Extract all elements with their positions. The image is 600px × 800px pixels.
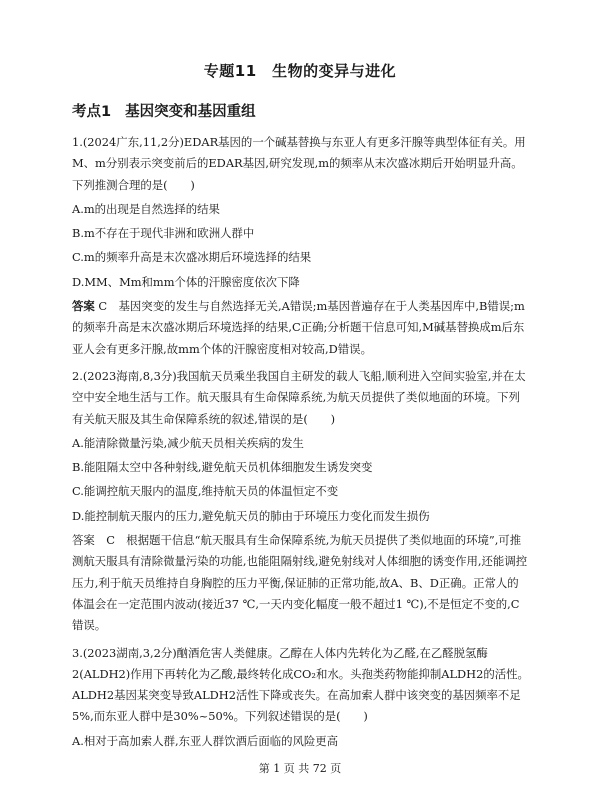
section-heading: [72, 100, 256, 121]
page-title: 专题11 生物的变异与进化: [203, 62, 397, 80]
answer-label: 答案: [72, 299, 95, 314]
answer-text: C 根据题干信息“航天服具有生命保障系统,为航天员提供了类似地面的环境”,可推测航天服具有清除微量污染的功能,也能阻隔射线,避免射线对人体细胞的诱变作用,还能调控压力,利于航天员维持自身胸腔的压力平衡,保证肺的正常功能,故A、B、D正确。正常人的体温会在一定范围内波动(接近37 ℃,一天内变化幅度一般不超过1 ℃),不是恒定不变的,C错误。: [72, 533, 528, 633]
question-option: A.相对于高加索人群,东亚人群饮酒后面临的风险更高: [72, 733, 339, 748]
question-option: D.MM、Mm和mm个体的汗腺密度依次下降: [72, 274, 300, 289]
question-option: B.m不存在于现代非洲和欧洲人群中: [72, 226, 255, 241]
question-option: A.能清除微量污染,减少航天员相关疾病的发生: [72, 435, 304, 450]
question-option: C.m的频率升高是末次盛冰期后环境选择的结果: [72, 250, 312, 265]
answer-text: C 基因突变的发生与自然选择无关,A错误;m基因普遍存在于人类基因库中,B错误;m的频率升高是末次盛冰期后环境选择的结果,C正确;分析题干信息可知,M碱基替换成m后东亚人会有更多汗腺,故mm个体的汗腺密度相对较高,D错误。: [72, 299, 525, 356]
answer-block: [72, 296, 530, 360]
question-option: B.能阻隔太空中各种射线,避免航天员机体细胞发生诱发突变: [72, 460, 373, 475]
answer-block: [72, 530, 530, 636]
question-option: D.能控制航天服内的压力,避免航天员的肺由于环境压力变化而发生损伤: [72, 508, 430, 523]
section-label: 考点1: [72, 104, 112, 120]
question-stem: 2.(2023海南,8,3分)我国航天员乘坐我国自主研发的载人飞船,顺利进入空间实验室,并在太空中安全地生活与工作。航天服具有生命保障系统,为航天员提供了类似地面的环境。下列有关航天服及其生命保障系统的叙述,错误的是( ): [72, 368, 526, 426]
section-name: 基因突变和基因重组: [125, 104, 256, 120]
question-option: A.m的出现是自然选择的结果: [72, 201, 220, 216]
answer-label: 答案: [72, 533, 95, 548]
question-stem: 1.(2024广东,11,2分)EDAR基因的一个碱基替换与东亚人有更多汗腺等典型体征有关。用M、m分别表示突变前后的EDAR基因,研究发现,m的频率从末次盛冰期后开始明显升高。下列推测合理的是( ): [72, 135, 526, 192]
question-stem: 3.(2023湖南,3,2分)酗酒危害人类健康。乙醇在人体内先转化为乙醛,在乙醛脱氢酶2(ALDH2)作用下再转化为乙酸,最终转化成CO₂和水。头孢类药物能抑制ALDH2的活性。ALDH2基因某突变导致ALDH2活性下降或丧失。在高加索人群中该突变的基因频率不足5%,而东亚人群中是30%~50%。下列叙述错误的是( ): [72, 645, 529, 724]
question-option: C.能调控航天服内的温度,维持航天员的体温恒定不变: [72, 484, 339, 499]
document-body: [72, 132, 530, 752]
page-footer: 第 1 页 共 72 页: [258, 762, 342, 775]
